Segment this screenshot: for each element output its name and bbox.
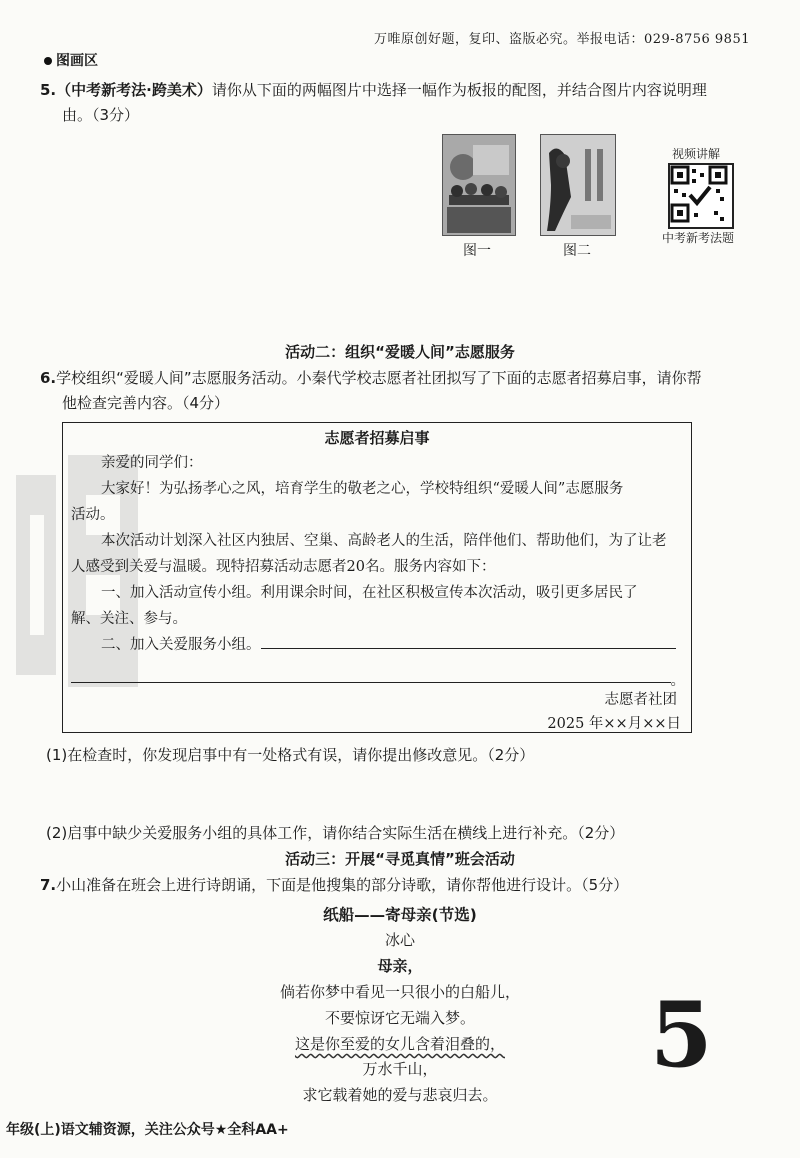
notice-paragraph-1: 大家好！为弘扬孝心之风，培育学生的敬老之心，学校特组织“爱暖人间”志愿服务 bbox=[101, 481, 624, 497]
question-7-text: 小山准备在班会上进行诗朗诵，下面是他搜集的部分诗歌，请你帮他进行设计。（5分） bbox=[56, 876, 629, 894]
figure-2-caption: 图二 bbox=[563, 243, 591, 259]
notice-paragraph-2: 本次活动计划深入社区内独居、空巢、高龄老人的生活，陪伴他们、帮助他们，为了让老 bbox=[101, 533, 667, 549]
qr-label: 中考新考法题 bbox=[662, 231, 735, 245]
notice-paragraph-4 bbox=[71, 632, 683, 658]
poem-author: 冰心 bbox=[384, 931, 415, 949]
question-6-sub-2: (2)启事中缺少关爱服务小组的具体工作，请你结合实际生活在横线上进行补充。（2分） bbox=[46, 824, 625, 842]
question-5-tag: （中考新考法·跨美术） bbox=[56, 81, 212, 99]
notice-period: 。 bbox=[670, 673, 685, 689]
question-6-number: 6. bbox=[40, 369, 57, 387]
recruitment-notice bbox=[62, 422, 692, 733]
notice-paragraph-4-text: 二、加入关爱服务小组。 bbox=[101, 637, 261, 653]
notice-title: 志愿者招募启事 bbox=[324, 429, 430, 447]
poem-line-3: 不要惊讶它无端入梦。 bbox=[324, 1009, 475, 1027]
question-5-text-cont: 由。（3分） bbox=[62, 106, 140, 124]
notice-signature: 志愿者社团 bbox=[604, 692, 677, 708]
section-tag bbox=[44, 50, 98, 70]
figure-1-caption: 图一 bbox=[463, 243, 491, 259]
notice-paragraph-1-cont: 活动。 bbox=[71, 507, 115, 523]
question-6-sub-1: (1)在检查时，你发现启事中有一处格式有误，请你提出修改意见。（2分） bbox=[46, 746, 535, 764]
question-5-number: 5. bbox=[40, 81, 57, 99]
notice-date: 2025 年××月××日 bbox=[547, 716, 681, 732]
figure-2-companion-image[interactable] bbox=[540, 134, 616, 236]
poem-line-2: 倘若你梦中看见一只很小的白船儿， bbox=[279, 983, 520, 1001]
copyright-note: 万唯原创好题，复印、盗版必究。举报电话：029-8756 9851 bbox=[373, 32, 750, 47]
question-7-number: 7. bbox=[40, 876, 57, 894]
page-number: 5 bbox=[650, 982, 713, 1088]
question-6-text-cont: 他检查完善内容。（4分） bbox=[62, 394, 230, 412]
activity-2-heading: 活动二：组织“爱暖人间”志愿服务 bbox=[285, 343, 515, 361]
poem-line-4-underlined: 这是你至爱的女儿含着泪叠的， bbox=[294, 1035, 505, 1053]
question-5 bbox=[40, 78, 752, 128]
footer-note: 年级(上)语文辅资源，关注公众号★全科AA+ bbox=[6, 1122, 289, 1138]
question-6-text: 学校组织“爱暖人间”志愿服务活动。小秦代学校志愿者社团拟写了下面的志愿者招募启事，请你帮 bbox=[56, 369, 702, 387]
qr-code-icon[interactable] bbox=[668, 163, 734, 229]
section-tag-label: 图画区 bbox=[56, 53, 98, 69]
elderly-companion-illustration bbox=[541, 135, 615, 235]
activity-3-heading: 活动三：开展“寻觅真情”班会活动 bbox=[285, 850, 515, 868]
notice-greeting: 亲爱的同学们： bbox=[101, 455, 203, 471]
question-6 bbox=[40, 366, 752, 416]
family-dinner-illustration bbox=[443, 135, 515, 235]
question-5-text: 请你从下面的两幅图片中选择一幅作为板报的配图，并结合图片内容说明理 bbox=[211, 81, 707, 99]
answer-blank-line-2[interactable] bbox=[71, 664, 671, 683]
notice-paragraph-2-cont: 人感受到关爱与温暖。现特招募活动志愿者20名。服务内容如下： bbox=[71, 559, 496, 575]
notice-paragraph-3: 一、加入活动宣传小组。利用课余时间，在社区积极宣传本次活动，吸引更多居民了 bbox=[101, 585, 638, 601]
qr-title: 视频讲解 bbox=[672, 147, 721, 161]
poem-line-1: 母亲， bbox=[377, 957, 423, 975]
bullet-icon bbox=[44, 57, 52, 65]
figure-1-family-image[interactable] bbox=[442, 134, 516, 236]
notice-paragraph-3-cont: 解、关注、参与。 bbox=[71, 611, 187, 627]
question-7 bbox=[40, 873, 752, 898]
poem-title: 纸船——寄母亲(节选) bbox=[323, 906, 477, 924]
qr-pattern bbox=[670, 165, 728, 223]
poem-line-6: 求它载着她的爱与悲哀归去。 bbox=[302, 1086, 498, 1104]
answer-blank-line[interactable] bbox=[261, 634, 676, 649]
poem-line-5: 万水千山， bbox=[362, 1060, 438, 1078]
